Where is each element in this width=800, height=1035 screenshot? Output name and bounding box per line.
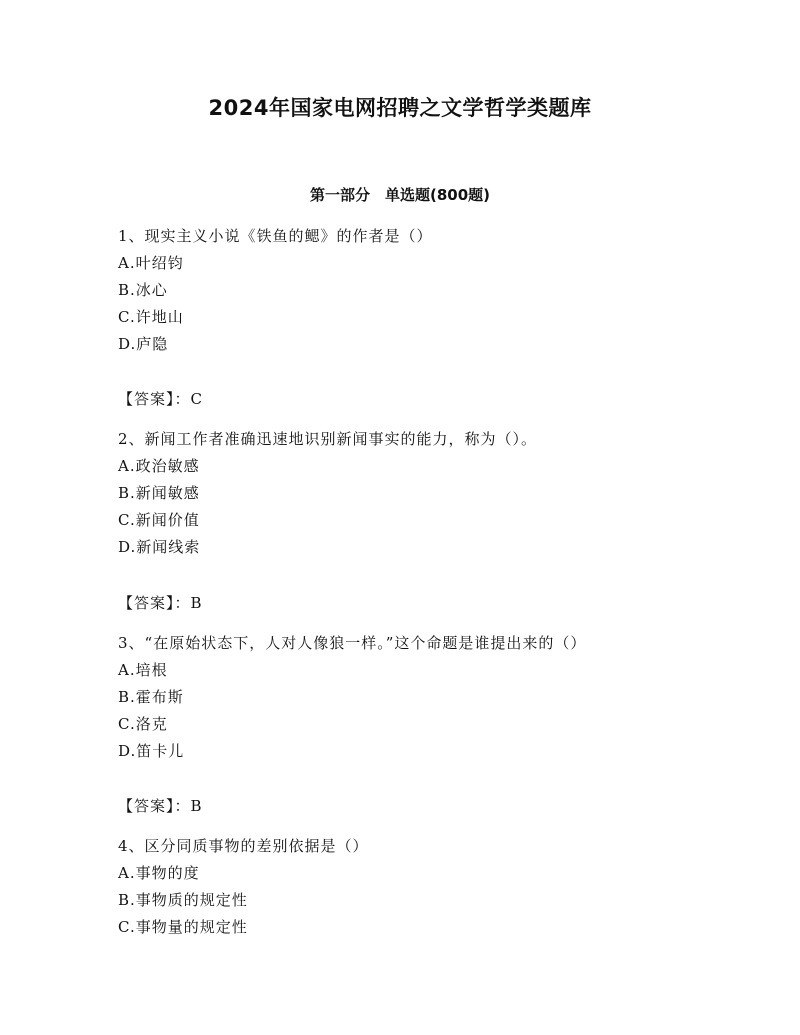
question-1-text: 1、现实主义小说《铁鱼的鳃》的作者是（） bbox=[118, 227, 433, 245]
question-1-answer: 【答案】：C bbox=[118, 390, 203, 408]
question-1-option-a: A.叶绍钧 bbox=[118, 254, 184, 272]
question-2-option-c: C.新闻价值 bbox=[118, 511, 200, 529]
question-3-option-c: C.洛克 bbox=[118, 715, 168, 733]
question-2-option-d: D.新闻线索 bbox=[118, 538, 201, 556]
question-1-option-d: D.庐隐 bbox=[118, 335, 169, 353]
question-4-option-b: B.事物质的规定性 bbox=[118, 891, 248, 909]
question-4-option-a: A.事物的度 bbox=[118, 864, 200, 882]
question-1-option-c: C.许地山 bbox=[118, 308, 184, 326]
question-3-option-a: A.培根 bbox=[118, 661, 168, 679]
question-2-option-b: B.新闻敏感 bbox=[118, 484, 200, 502]
question-3-text: 3、“在原始状态下，人对人像狼一样。”这个命题是谁提出来的（） bbox=[118, 634, 587, 652]
question-3-option-d: D.笛卡儿 bbox=[118, 742, 185, 760]
question-1-option-b: B.冰心 bbox=[118, 281, 168, 299]
question-3-answer: 【答案】：B bbox=[118, 797, 203, 815]
question-4-option-c: C.事物量的规定性 bbox=[118, 918, 248, 936]
question-2-answer: 【答案】：B bbox=[118, 594, 203, 612]
question-2-text: 2、新闻工作者准确迅速地识别新闻事实的能力，称为（）。 bbox=[118, 430, 538, 448]
question-4-text: 4、区分同质事物的差别依据是（） bbox=[118, 837, 369, 855]
question-3-option-b: B.霍布斯 bbox=[118, 688, 184, 706]
document-title: 2024年国家电网招聘之文学哲学类题库 bbox=[208, 96, 592, 120]
question-2-option-a: A.政治敏感 bbox=[118, 457, 200, 475]
section-title: 第一部分 单选题(800题) bbox=[309, 186, 491, 204]
